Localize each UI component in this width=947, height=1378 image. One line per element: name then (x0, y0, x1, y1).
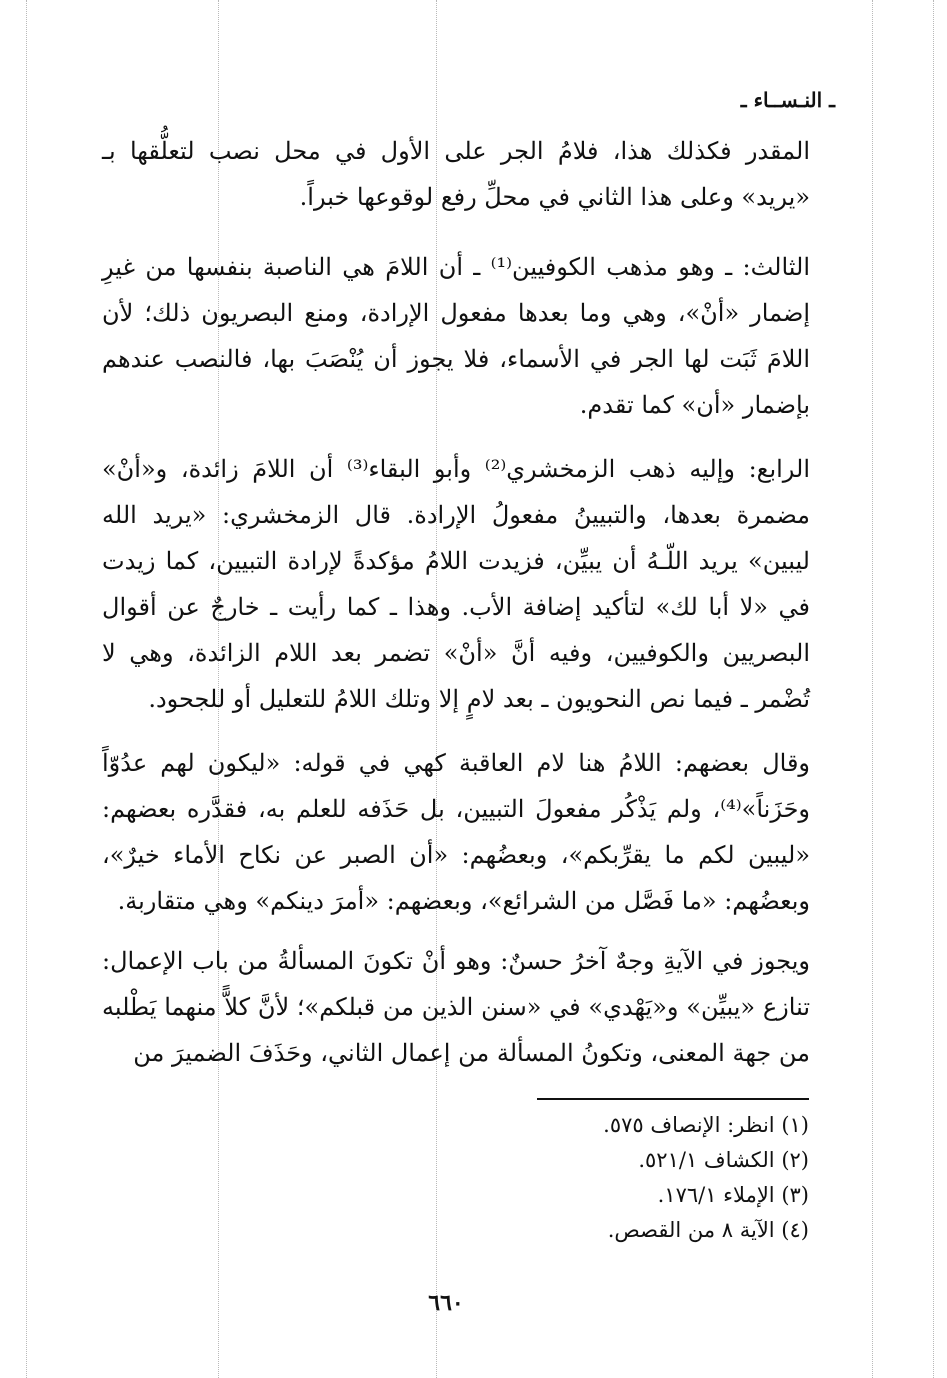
footnote-1: (١) انظر: الإنصاف ٥٧٥. (603, 1113, 809, 1137)
footnote-separator (537, 1098, 809, 1100)
paragraph-text: المقدر فكذلك هذا، فلامُ الجر على الأول في محل نصب لتعلُّقها بـ «يريد» وعلى هذا الثاني في محلِّ رفع لوقوعها خبراً. (102, 137, 811, 211)
body-paragraph-3 (102, 446, 810, 722)
scan-guide-line (26, 0, 27, 1378)
paragraph-text: وقال بعضهم: اللامُ هنا لام العاقبة كهي في قوله: «ليكون لهم عدُوّاً وحَزَناً»⁽⁴⁾، ولم يَذْكُر مفعولَ التبيين، بل حَذَفه للعلم به، فقدَّره بعضهم: «ليبين لكم ما يقرِّبكم»، وبعضُهم: «أن الصبر عن نكاح الأماء خيرٌ»، وبعضُهم: «ما فَصَّل من الشرائع»، وبعضهم: «أمرَ دينكم» وهي متقاربة. (102, 749, 810, 915)
scan-guide-line (933, 0, 934, 1378)
footnote-3: (٣) الإملاء ١٧٦/١. (657, 1183, 809, 1207)
body-paragraph-4 (102, 740, 810, 924)
body-paragraph-5 (102, 938, 810, 1078)
scan-guide-line (872, 0, 873, 1378)
footnote-4: (٤) الآية ٨ من القصص. (607, 1218, 809, 1242)
body-paragraph-1 (102, 128, 810, 228)
footnotes (509, 1108, 809, 1248)
footnote-2: (٢) الكشاف ٥٢١/١. (638, 1148, 809, 1172)
page-number: ٦٦٠ (428, 1290, 464, 1316)
paragraph-text: الرابع: وإليه ذهب الزمخشري⁽²⁾ وأبو البقاء⁽³⁾ أن اللامَ زائدة، و«أنْ» مضمرة بعدها، والتبيينُ مفعولُ الإرادة. قال الزمخشري: «يريد الله ليبين» يريد اللّـهُ أن يبيِّن، فزيدت اللامُ مؤكدةً لإرادة التبيين، كما زيدت في «لا أبا لك» لتأكيد إضافة الأب. وهذا ـ كما رأيت ـ خارجٌ عن أقوال البصريين والكوفيين، وفيه أنَّ «أنْ» تضمر بعد اللام الزائدة، وهي لا تُضْمر ـ فيما نص النحويون ـ بعد لامٍ إلا وتلك اللامُ للتعليل أو للجحود. (102, 455, 811, 713)
paragraph-text: الثالث: ـ وهو مذهب الكوفيين⁽¹⁾ ـ أن اللامَ هي الناصبة بنفسها من غيرِ إضمار «أنْ»، وهي وما بعدها مفعول الإرادة، ومنع البصريون ذلك؛ لأن اللامَ ثَبَت لها الجر في الأسماء، فلا يجوز أن يُنْصَبَ بها، فالنصب عندهم بإضمار «أن» كما تقدم. (102, 253, 810, 419)
paragraph-text: ويجوز في الآيةِ وجهٌ آخرُ حسنٌ: وهو أنْ تكونَ المسألةُ من باب الإعمال: تنازع «يبيِّن» و«يَهْدي» في «سنن الذين من قبلكم»؛ لأنَّ كلاًّ منهما يَطْلبه من جهة المعنى، وتكونُ المسألة من إعمال الثاني، وحَذَفَ الضميرَ من (102, 947, 811, 1067)
running-header: ـ النـســاء ـ (740, 88, 835, 112)
body-paragraph-2 (102, 244, 810, 436)
